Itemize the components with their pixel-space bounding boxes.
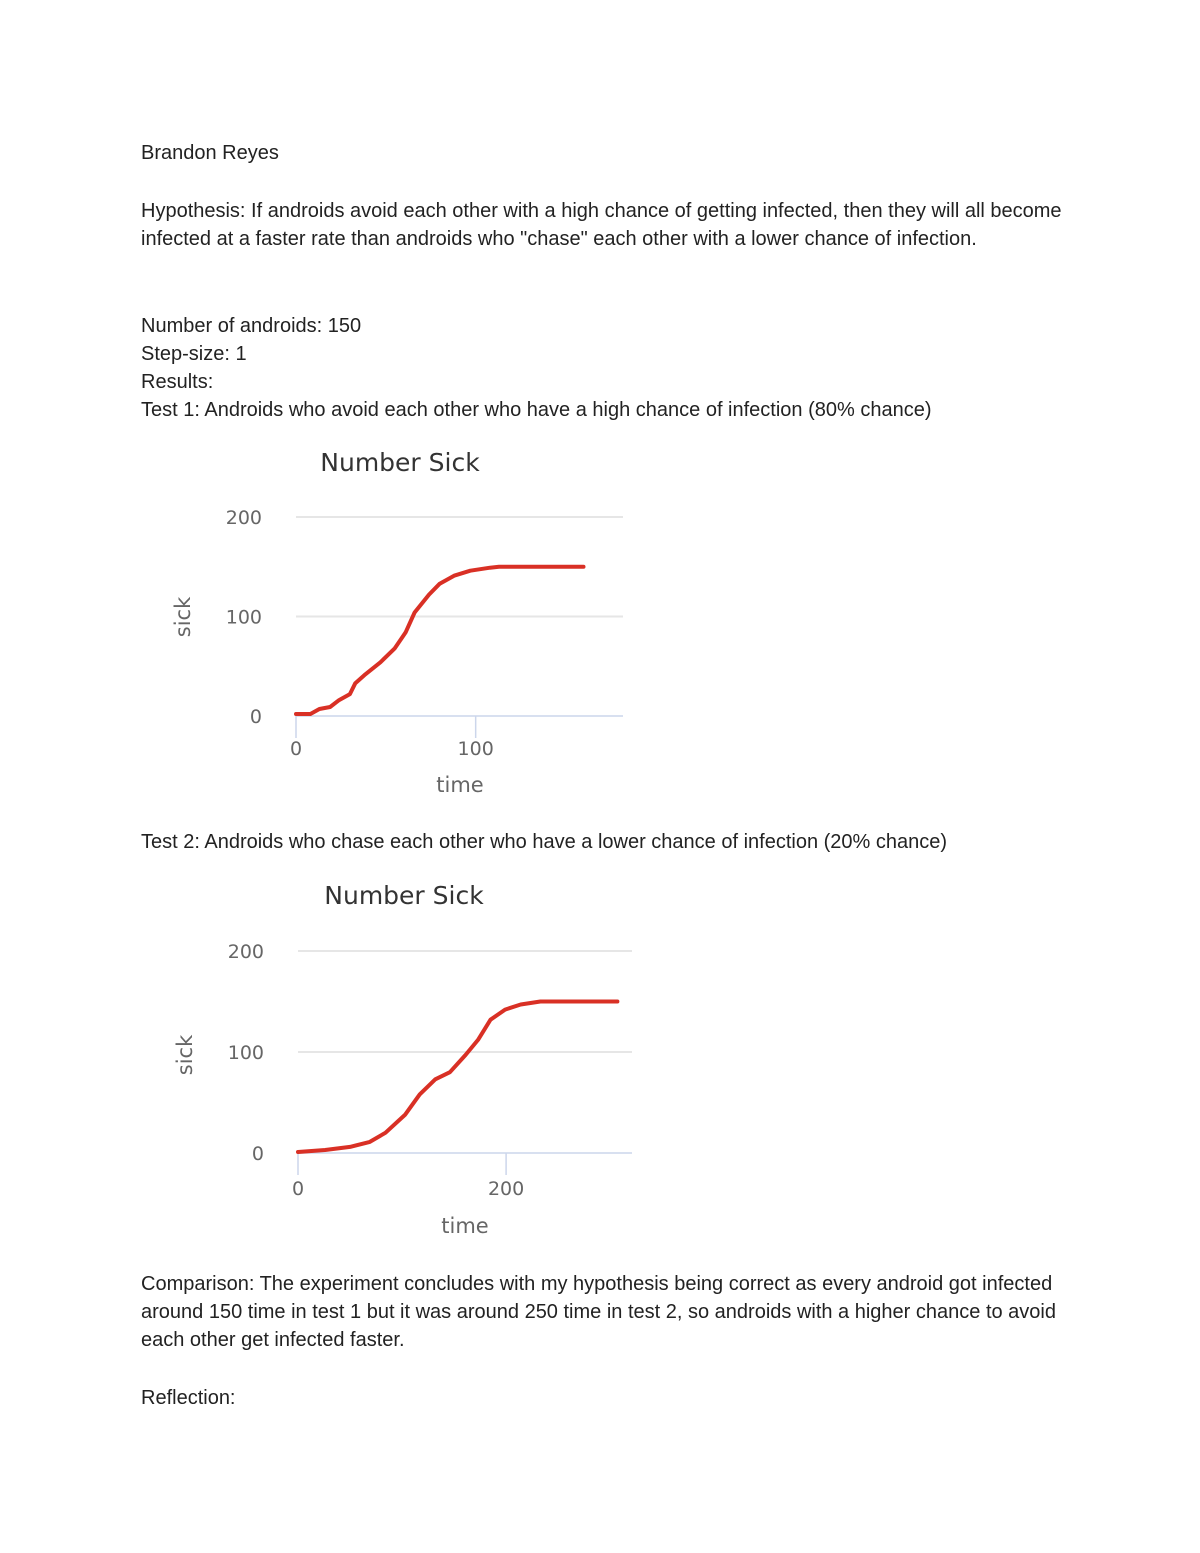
reflection-heading: Reflection: xyxy=(141,1387,236,1409)
y-tick-label: 100 xyxy=(227,1042,264,1064)
x-tick-label: 0 xyxy=(291,1178,305,1200)
hypothesis-paragraph: Hypothesis: If androids avoid each other with a high chance of getting infected, then they will all become infected at a faster rate than androids who "chase" each other with a lower chance of infection. xyxy=(141,200,1068,250)
x-tick-label: 200 xyxy=(487,1178,525,1200)
x-axis-label: time xyxy=(441,1214,489,1238)
y-axis-label: sick xyxy=(171,596,195,638)
step-size: Step-size: 1 xyxy=(141,343,247,365)
y-tick-label: 0 xyxy=(249,706,262,728)
series-line-sick xyxy=(298,1002,617,1153)
chart-title: Number Sick xyxy=(320,448,480,477)
test1-label: Test 1: Androids who avoid each other who have a high chance of infection (80% chance) xyxy=(141,399,932,421)
y-tick-label: 200 xyxy=(227,941,264,963)
results-heading: Results: xyxy=(141,371,214,393)
x-tick-label: 100 xyxy=(457,738,494,760)
author-name: Brandon Reyes xyxy=(141,142,279,164)
x-tick-label: 0 xyxy=(289,738,303,760)
test2-label: Test 2: Androids who chase each other who have a lower chance of infection (20% chance) xyxy=(141,831,948,853)
androids-count: Number of androids: 150 xyxy=(141,315,362,337)
x-axis-label: time xyxy=(436,773,484,797)
y-axis-label: sick xyxy=(173,1034,197,1076)
y-tick-label: 200 xyxy=(225,507,262,529)
y-tick-label: 100 xyxy=(225,606,262,629)
y-tick-label: 0 xyxy=(251,1143,264,1165)
chart-title: Number Sick xyxy=(324,881,484,910)
comparison-paragraph: Comparison: The experiment concludes with my hypothesis being correct as every android got infected around 150 time in test 1 but it was around 250 time in test 2, so androids with a higher chance to avoid each other get infected faster. xyxy=(141,1273,1062,1351)
